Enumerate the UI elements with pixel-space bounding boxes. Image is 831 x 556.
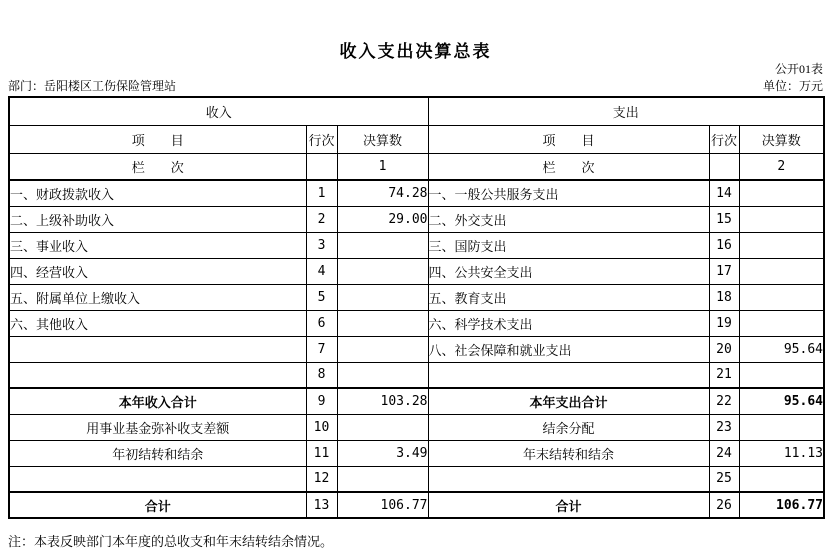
expense-line-cell: 21	[709, 362, 739, 388]
expense-item-cell: 三、国防支出	[428, 232, 709, 258]
expense-item-cell: 五、教育支出	[428, 284, 709, 310]
expense-line-no-column-header: 行次	[709, 125, 739, 153]
income-line-cell: 6	[306, 310, 337, 336]
income-line-cell: 3	[306, 232, 337, 258]
expense-line-cell: 17	[709, 258, 739, 284]
income-amount-column-header: 决算数	[337, 125, 428, 153]
section-header-row	[9, 97, 824, 125]
income-line-cell: 13	[306, 492, 337, 518]
income-line-no-column-header: 行次	[306, 125, 337, 153]
income-item-column-header: 项 目	[9, 125, 306, 153]
expense-amount-cell	[739, 414, 824, 440]
income-item-cell: 五、附属单位上缴收入	[9, 284, 306, 310]
expense-amount-cell	[739, 284, 824, 310]
table-row	[9, 258, 824, 284]
expense-line-cell: 26	[709, 492, 739, 518]
income-amount-cell: 29.00	[337, 206, 428, 232]
expense-line-cell: 18	[709, 284, 739, 310]
expense-amount-cell	[739, 258, 824, 284]
income-amount-cell	[337, 284, 428, 310]
annual-total-row	[9, 388, 824, 414]
income-line-cell: 10	[306, 414, 337, 440]
table-row	[9, 180, 824, 206]
income-amount-cell	[337, 232, 428, 258]
income-amount-cell	[337, 336, 428, 362]
table-row	[9, 336, 824, 362]
expense-line-cell: 16	[709, 232, 739, 258]
expense-item-cell	[428, 362, 709, 388]
expense-line-cell: 20	[709, 336, 739, 362]
expense-amount-cell	[739, 232, 824, 258]
income-line-cell: 9	[306, 388, 337, 414]
income-amount-cell	[337, 310, 428, 336]
income-item-cell: 六、其他收入	[9, 310, 306, 336]
table-row	[9, 232, 824, 258]
income-amount-cell	[337, 258, 428, 284]
income-amount-cell	[337, 362, 428, 388]
table-row	[9, 284, 824, 310]
income-line-cell: 2	[306, 206, 337, 232]
table-row	[9, 362, 824, 388]
unit-label: 单位：万元	[762, 79, 823, 93]
income-line-cell: 4	[306, 258, 337, 284]
income-item-cell: 四、经营收入	[9, 258, 306, 284]
expense-amount-cell: 95.64	[739, 388, 824, 414]
expense-amount-cell	[739, 310, 824, 336]
expense-item-cell: 本年支出合计	[428, 388, 709, 414]
empty-cell	[306, 153, 337, 180]
footnote: 注：本表反映部门本年度的总收支和年末结转结余情况。	[8, 534, 334, 549]
income-column-index-value: 1	[337, 153, 428, 180]
income-line-cell: 12	[306, 466, 337, 492]
income-column-index-label: 栏 次	[9, 153, 306, 180]
income-line-cell: 1	[306, 180, 337, 206]
expense-column-index-value: 2	[739, 153, 824, 180]
income-item-cell: 用事业基金弥补收支差额	[9, 414, 306, 440]
department-label: 部门：岳阳楼区工伤保险管理站	[8, 79, 177, 93]
table-row	[9, 414, 824, 440]
income-item-cell	[9, 466, 306, 492]
expense-line-cell: 14	[709, 180, 739, 206]
column-index-row	[9, 153, 824, 180]
expense-line-cell: 15	[709, 206, 739, 232]
accounts-table	[8, 96, 825, 519]
expense-amount-cell: 11.13	[739, 440, 824, 466]
expense-amount-cell	[739, 362, 824, 388]
expense-item-cell: 合计	[428, 492, 709, 518]
income-item-cell: 年初结转和结余	[9, 440, 306, 466]
expense-item-cell: 年末结转和结余	[428, 440, 709, 466]
expense-item-cell: 六、科学技术支出	[428, 310, 709, 336]
income-amount-cell: 74.28	[337, 180, 428, 206]
income-section-header: 收入	[9, 97, 428, 125]
income-item-cell	[9, 362, 306, 388]
table-row	[9, 310, 824, 336]
expense-item-cell: 二、外交支出	[428, 206, 709, 232]
expense-amount-cell	[739, 180, 824, 206]
expense-amount-column-header: 决算数	[739, 125, 824, 153]
income-line-cell: 8	[306, 362, 337, 388]
income-amount-cell: 103.28	[337, 388, 428, 414]
expense-line-cell: 19	[709, 310, 739, 336]
form-code-label: 公开01表	[774, 62, 823, 76]
expense-item-cell: 四、公共安全支出	[428, 258, 709, 284]
expense-amount-cell	[739, 466, 824, 492]
expense-column-index-label: 栏 次	[428, 153, 709, 180]
expense-item-cell: 八、社会保障和就业支出	[428, 336, 709, 362]
income-item-cell: 本年收入合计	[9, 388, 306, 414]
income-item-cell: 三、事业收入	[9, 232, 306, 258]
expense-amount-cell	[739, 206, 824, 232]
table-row	[9, 440, 824, 466]
expense-line-cell: 22	[709, 388, 739, 414]
table-row	[9, 466, 824, 492]
expense-item-cell: 结余分配	[428, 414, 709, 440]
expense-item-cell	[428, 466, 709, 492]
expense-amount-cell: 106.77	[739, 492, 824, 518]
income-item-cell: 二、上级补助收入	[9, 206, 306, 232]
table-row	[9, 206, 824, 232]
income-line-cell: 11	[306, 440, 337, 466]
expense-line-cell: 24	[709, 440, 739, 466]
page-title: 收入支出决算总表	[339, 42, 492, 61]
grand-total-row	[9, 492, 824, 518]
expense-amount-cell: 95.64	[739, 336, 824, 362]
empty-cell	[709, 153, 739, 180]
income-line-cell: 7	[306, 336, 337, 362]
expense-section-header: 支出	[428, 97, 824, 125]
income-item-cell: 合计	[9, 492, 306, 518]
income-item-cell: 一、财政拨款收入	[9, 180, 306, 206]
expense-item-column-header: 项 目	[428, 125, 709, 153]
income-line-cell: 5	[306, 284, 337, 310]
expense-line-cell: 23	[709, 414, 739, 440]
expense-line-cell: 25	[709, 466, 739, 492]
income-amount-cell	[337, 466, 428, 492]
income-amount-cell: 106.77	[337, 492, 428, 518]
income-amount-cell	[337, 414, 428, 440]
income-item-cell	[9, 336, 306, 362]
column-header-row	[9, 125, 824, 153]
expense-item-cell: 一、一般公共服务支出	[428, 180, 709, 206]
income-amount-cell: 3.49	[337, 440, 428, 466]
